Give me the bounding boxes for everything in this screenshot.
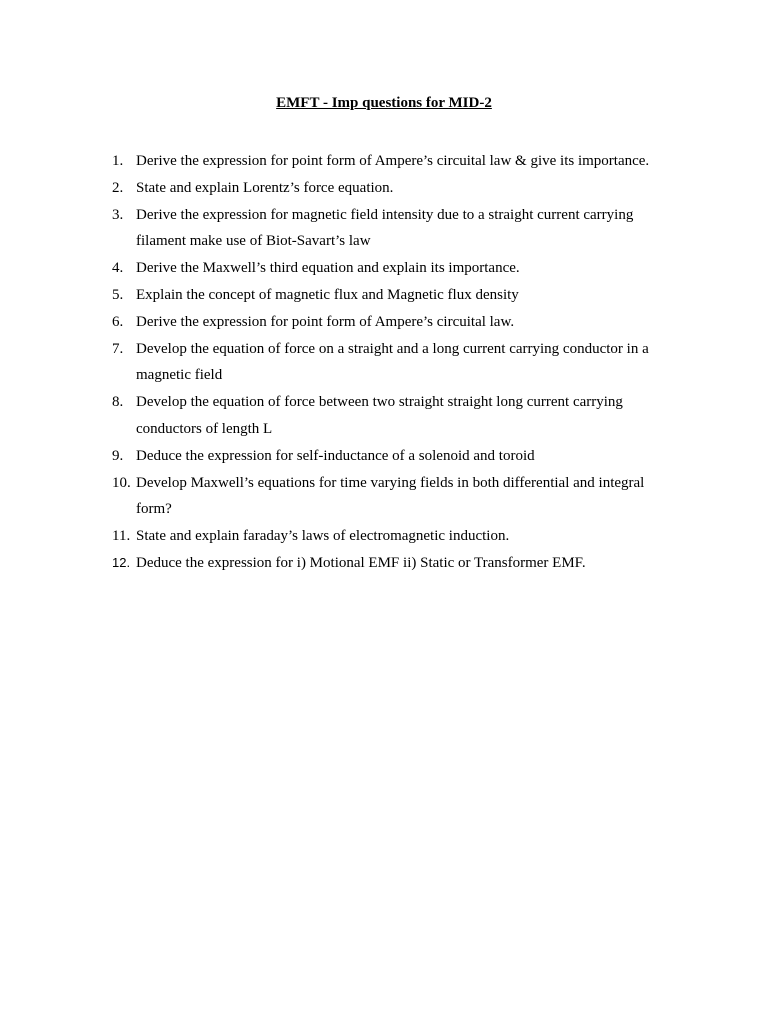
list-item: [104, 336, 664, 390]
question-text: Explain the concept of magnetic flux and Magnetic flux density: [136, 286, 519, 303]
question-number: 9.: [112, 447, 124, 464]
question-number: 11.: [112, 528, 131, 545]
list-item: [104, 389, 664, 443]
list-item: [104, 282, 664, 309]
question-number: 2.: [112, 179, 124, 196]
question-number: 12.: [112, 554, 131, 570]
list-item: [104, 175, 664, 202]
question-number: 10.: [112, 474, 131, 491]
question-number: 4.: [112, 260, 124, 277]
list-item: [104, 309, 664, 336]
question-text: Derive the Maxwell’s third equation and explain its importance.: [136, 260, 520, 277]
question-text: Derive the expression for point form of Ampere’s circuital law.: [136, 313, 515, 330]
question-number: 5.: [112, 286, 124, 303]
question-text: Deduce the expression for self-inductance of a solenoid and toroid: [136, 447, 535, 464]
question-text: Develop Maxwell’s equations for time varying fields in both differential and integral form?: [136, 474, 645, 518]
question-text: State and explain Lorentz’s force equation.: [136, 179, 394, 196]
question-number: 7.: [112, 340, 124, 357]
list-item: [104, 470, 664, 524]
question-list: [104, 148, 664, 577]
question-number: 6.: [112, 313, 124, 330]
list-item: [104, 148, 664, 175]
question-text: Derive the expression for magnetic field intensity due to a straight current carrying filament make use of Biot-Savart’s law: [136, 206, 634, 250]
list-item: [104, 255, 664, 282]
list-item: [104, 523, 664, 550]
list-item: [104, 202, 664, 256]
question-text: Deduce the expression for i) Motional EMF ii) Static or Transformer EMF.: [136, 554, 586, 571]
question-text: Develop the equation of force between two straight straight long current carrying conductors of length L: [136, 394, 623, 437]
question-number: 1.: [112, 153, 124, 169]
list-item: [104, 443, 664, 470]
document-title: EMFT - Imp questions for MID-2: [276, 95, 492, 111]
question-text: Derive the expression for point form of Ampere’s circuital law & give its importance.: [136, 153, 650, 169]
list-item: [104, 550, 664, 577]
question-number: 3.: [112, 206, 124, 223]
question-number: 8.: [112, 394, 124, 411]
question-text: Develop the equation of force on a straight and a long current carrying conductor in a magnetic field: [136, 340, 649, 384]
question-text: State and explain faraday’s laws of electromagnetic induction.: [136, 528, 510, 545]
